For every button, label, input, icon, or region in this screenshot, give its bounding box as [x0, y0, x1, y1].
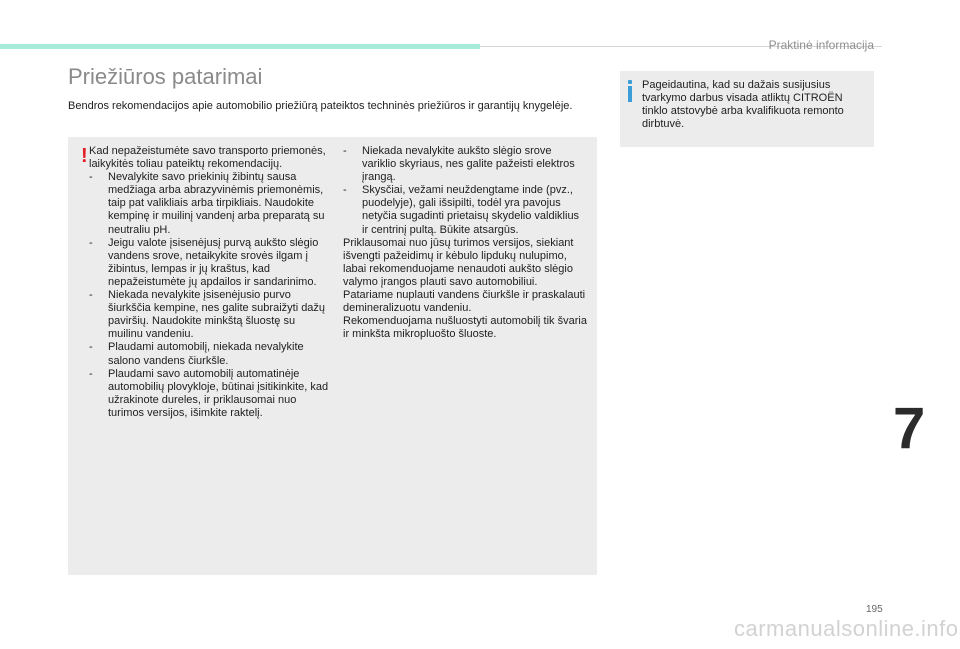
warning-intro: Kad nepažeistumėte savo transporto priemonės, laikykitės toliau pateiktų rekomendacijų. — [89, 145, 326, 171]
section-label: Praktinė informacija — [768, 38, 874, 52]
list-item: - Skysčiai, vežami neuždengtame inde (pvz., puodelyje), gali išsipilti, todėl yra pavojus netyčia sugadinti prietaisų skydelio valdiklius ir centrinį pultą. Būkite atsargūs. — [343, 184, 580, 236]
chapter-number: 7 — [893, 396, 926, 461]
list-item: - Plaudami savo automobilį automatinėje automobilių plovykloje, būtinai įsitikinkite, kad užrakinote dureles, ir priklausomai nuo turimos versijos, išimkite raktelį. — [89, 367, 329, 419]
header-accent-bar — [0, 44, 480, 49]
warning-right-column — [343, 145, 588, 341]
page-number: 195 — [866, 604, 883, 615]
exclamation-icon: ! — [81, 145, 88, 167]
warning-paragraph: Rekomenduojama nušluostyti automobilį tik švaria ir minkšta mikropluošto šluoste. — [343, 315, 587, 341]
list-item: - Jeigu valote įsisenėjusį purvą aukšto slėgio vandens srove, netaikykite srovės ilgam į žibintus, lempas ir jų kraštus, kad nepažeistumėte jų apdailos ir sandarinimo. — [89, 236, 319, 288]
list-item: - Niekada nevalykite įsisenėjusio purvo šiurkščia kempine, nes galite subraižyti dažų paviršių. Naudokite minkštą šluostę su muilinu vandeniu. — [89, 289, 326, 341]
list-item: - Plaudami automobilį, niekada nevalykite salono vandens čiurkšle. — [89, 341, 304, 367]
info-text: Pageidautina, kad su dažais susijusius tvarkymo darbus visada atliktų CITROËN tinklo atstovybė arba kvalifikuota remonto dirbtuvė. — [642, 79, 844, 131]
info-icon — [627, 80, 633, 102]
warning-left-column — [89, 145, 329, 420]
watermark: carmanualsonline.info — [734, 616, 959, 641]
warning-paragraph: Priklausomai nuo jūsų turimos versijos, siekiant išvengti pažeidimų ir kėbulo lipdukų nulupimo, labai rekomenduojame nenaudoti aukšto slėgio valymo įrangos plauti savo automobiliui. Patariame nuplauti vandens čiurkšle ir praskalauti demineralizuotu vandeniu. — [343, 236, 586, 315]
intro-text: Bendros rekomendacijos apie automobilio priežiūrą pateiktos techninės priežiūros ir garantijų knygelėje. — [68, 100, 573, 112]
list-item: - Niekada nevalykite aukšto slėgio srove variklio skyriaus, nes galite pažeisti elektros įrangą. — [343, 145, 575, 184]
list-item: - Nevalykite savo priekinių žibintų sausa medžiaga arba abrazyvinėmis priemonėmis, taip pat valikliais arba tirpikliais. Naudokite kempinę ir muilinį vandenį arba preparatą su neutraliu pH. — [89, 171, 325, 236]
page-title: Priežiūros patarimai — [68, 64, 263, 89]
